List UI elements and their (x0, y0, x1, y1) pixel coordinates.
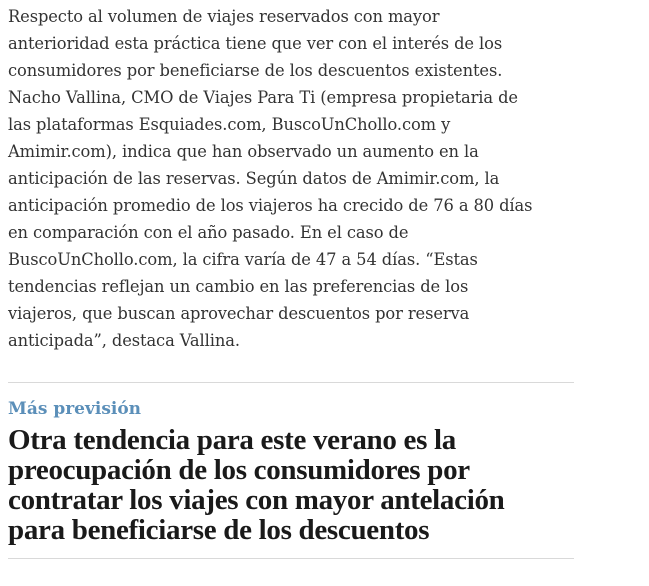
top-divider (8, 382, 574, 383)
pull-quote-box (8, 382, 574, 559)
pull-quote-line: preocupación de los consumidores por (8, 454, 470, 486)
body-paragraph (8, 3, 574, 354)
pull-quote-line: Otra tendencia para este verano es la (8, 424, 456, 456)
kicker-label: Más previsión (8, 399, 142, 419)
bottom-divider (8, 558, 574, 559)
paragraph-line: viajeros, que buscan aprovechar descuentos por reserva (8, 304, 470, 323)
article-body (8, 0, 574, 546)
paragraph-line: en comparación con el año pasado. En el caso de (8, 223, 409, 242)
paragraph-line: anticipación promedio de los viajeros ha crecido de 76 a 80 días (8, 196, 533, 215)
pull-quote-text (8, 425, 574, 545)
pull-quote-line: contratar los viajes con mayor antelación (8, 484, 505, 516)
paragraph-line: tendencias reflejan un cambio en las preferencias de los (8, 277, 469, 296)
paragraph-line: las plataformas Esquiades.com, BuscoUnChollo.com y (8, 115, 451, 134)
paragraph-line: anticipación de las reservas. Según datos de Amimir.com, la (8, 169, 500, 188)
paragraph-line: consumidores por beneficiarse de los descuentos existentes. (8, 61, 503, 80)
paragraph-line: Nacho Vallina, CMO de Viajes Para Ti (empresa propietaria de (8, 88, 518, 107)
paragraph-line: Respecto al volumen de viajes reservados con mayor (8, 7, 440, 26)
pull-quote-line: para beneficiarse de los descuentos (8, 514, 430, 546)
paragraph-line: BuscoUnChollo.com, la cifra varía de 47 a 54 días. “Estas (8, 250, 478, 269)
paragraph-line: anticipada”, destaca Vallina. (8, 331, 240, 350)
paragraph-line: anterioridad esta práctica tiene que ver con el interés de los (8, 34, 503, 53)
paragraph-line: Amimir.com), indica que han observado un aumento en la (8, 142, 479, 161)
